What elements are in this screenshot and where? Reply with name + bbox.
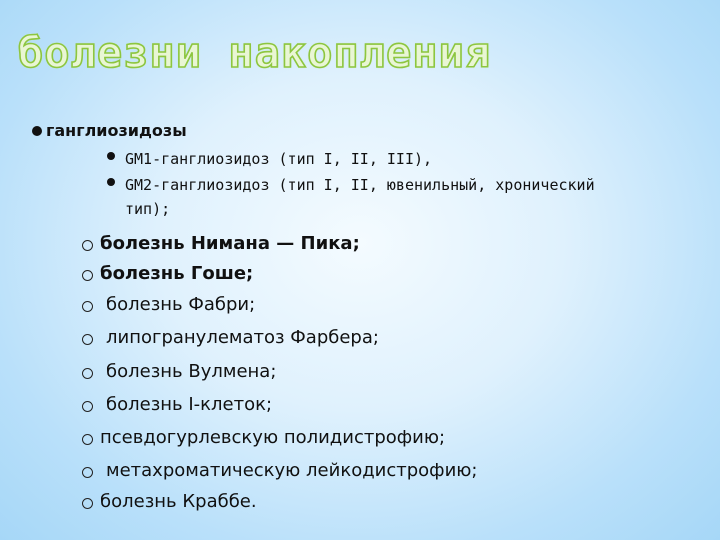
slide-title: болезни накопления xyxy=(18,28,492,77)
bullet-dot-icon xyxy=(32,126,42,136)
sub-bullet-dot-icon xyxy=(107,178,115,186)
ring-bullet-icon xyxy=(82,401,93,412)
list-item: липогранулематоз Фарбера; xyxy=(106,327,379,348)
sub-item-gm2: GM2-ганглиозидоз (тип I, II, ювенильный, хронический xyxy=(125,176,595,194)
list-item: болезнь Нимана — Пика; xyxy=(100,233,360,254)
list-item: болезнь Гоше; xyxy=(100,263,254,284)
ring-bullet-icon xyxy=(82,498,93,509)
ring-bullet-icon xyxy=(82,434,93,445)
ring-bullet-icon xyxy=(82,240,93,251)
ring-bullet-icon xyxy=(82,368,93,379)
sub-item-gm1: GM1-ганглиозидоз (тип I, II, III), xyxy=(125,150,433,168)
ring-bullet-icon xyxy=(82,467,93,478)
ring-bullet-icon xyxy=(82,301,93,312)
ring-bullet-icon xyxy=(82,270,93,281)
sub-item-gm2-cont: тип); xyxy=(125,200,171,218)
ring-bullet-icon xyxy=(82,334,93,345)
sub-bullet-dot-icon xyxy=(107,152,115,160)
main-item-gangliosidoses: ганглиозидозы xyxy=(46,121,187,140)
list-item: болезнь Краббе. xyxy=(100,491,257,512)
list-item: болезнь Вулмена; xyxy=(106,361,277,382)
list-item: метахроматическую лейкодистрофию; xyxy=(106,460,478,481)
list-item: псевдогурлевскую полидистрофию; xyxy=(100,427,446,448)
list-item: болезнь Фабри; xyxy=(106,294,256,315)
list-item: болезнь I-клеток; xyxy=(106,394,273,415)
